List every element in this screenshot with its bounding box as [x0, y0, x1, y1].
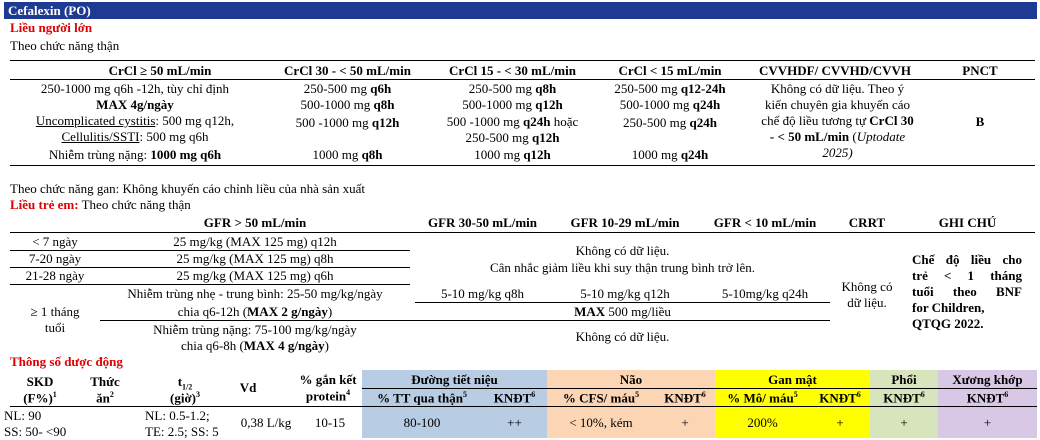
pediatric-heading: Liều trẻ em: Theo chức năng thận: [10, 197, 191, 212]
pk-s-cfs: % CFS/ máu$^5$: [562, 390, 640, 406]
adult-crcl50-severe: Nhiễm trùng nặng: 1000 mg q6h: [48, 147, 222, 162]
divider: [10, 60, 1035, 61]
adult-cvvh-line4: - < 50 mL/min (Uptodate: [769, 129, 906, 144]
ped-dose-row: 25 mg/kg (MAX 125 mg) q8h: [176, 251, 334, 266]
pk-h-food: Thức: [90, 374, 120, 389]
ped-note-line1: Chế độ liều cho: [912, 252, 1022, 267]
ped-mild-gfr10: 5-10 mg/kg q12h: [580, 286, 670, 301]
adult-crcl50-line1: 250-1000 mg q6h -12h, tùy chỉ định: [40, 81, 230, 96]
ped-col-gfr-lt10: GFR < 10 mL/min: [713, 215, 817, 230]
ped-crrt-line2: dữ liệu.: [847, 295, 887, 310]
pk-v-kndt-urinary: ++: [507, 415, 522, 430]
hepatic-note: Theo chức năng gan: Không khuyến cáo chỉnh liều của nhà sản xuất: [10, 181, 366, 196]
ped-note-line2: trẻ < 1 tháng: [912, 268, 1022, 283]
divider: [10, 406, 1037, 407]
pk-v-protein: 10-15: [314, 415, 346, 430]
adult-crcl50-max: MAX 4g/ngày: [96, 97, 174, 112]
neonate-note-line1: Không có dữ liệu.: [575, 243, 670, 258]
pk-v-cfs: < 10%, kém: [569, 415, 633, 430]
pk-v-vd: 0,38 L/kg: [240, 415, 292, 430]
adult-cvvh-line5: 2025): [822, 145, 853, 160]
pk-h-skd-unit: $(F\%)^1$: [23, 390, 57, 406]
pk-v-skd1: NL: 90: [4, 408, 42, 423]
ped-older-age-line1: ≥ 1 tháng: [30, 304, 80, 319]
adult-crcl15-line1: 250-500 mg q8h: [468, 81, 557, 96]
drug-title: Cefalexin (PO): [8, 3, 91, 18]
pk-s-tt: % TT qua thận$^5$: [377, 390, 467, 406]
adult-cvvh-line2: kiến chuyên gia khuyến cáo: [764, 97, 911, 112]
pk-v-lung: +: [900, 415, 908, 430]
pk-s-kndt-bone: KNĐT$^6$: [966, 390, 1009, 406]
ped-note-line3: tuổi theo BNF: [912, 284, 1022, 299]
pk-s-mo: % Mô/ máu$^5$: [727, 390, 798, 406]
adult-col-crcl50: CrCl ≥ 50 mL/min: [108, 63, 212, 78]
ped-older-age-line2: tuổi: [44, 320, 66, 335]
adult-col-crcl15: CrCl 15 - < 30 mL/min: [449, 63, 576, 78]
neonate-note-line2: Cân nhắc giảm liều khi suy thận trung bình trở lên.: [489, 260, 756, 275]
pk-g-brain: Não: [619, 372, 643, 387]
pk-h-t12: $t_{1/2}$: [177, 374, 193, 392]
pk-g-lung: Phổi: [891, 372, 917, 387]
ped-note-line5: QTQG 2022.: [912, 316, 984, 331]
adult-cvvh-line1: Không có dữ liệu. Theo ý: [770, 81, 905, 96]
divider: [10, 232, 1035, 233]
adult-crcl15-severe: 1000 mg q12h: [474, 147, 551, 162]
adult-pnct-value: B: [975, 114, 985, 129]
ped-col-crrt: CRRT: [848, 215, 886, 230]
adult-col-crcl30: CrCl 30 - < 50 mL/min: [284, 63, 411, 78]
ped-mild-line1: Nhiễm trùng nhẹ - trung bình: 25-50 mg/kg/ngày: [127, 286, 383, 301]
pk-s-kndt-brain: KNĐT$^6$: [664, 390, 706, 406]
adult-heading: Liều người lớn: [10, 20, 93, 35]
pk-s-kndt-liver: KNĐT$^6$: [819, 390, 861, 406]
pk-g-urinary: Đường tiết niệu: [411, 372, 498, 387]
divider: [415, 302, 830, 303]
adult-crcl50-cystitis: Uncomplicated cystitis: 500 mg q12h,: [35, 113, 235, 128]
adult-crcl30-severe: 1000 mg q8h: [312, 147, 383, 162]
pk-s-kndt-lung: KNĐT$^6$: [883, 390, 925, 406]
ped-dose-row: 25 mg/kg (MAX 125 mg) q6h: [176, 268, 334, 283]
ped-age-row: 7-20 ngày: [28, 251, 82, 266]
ped-mild-max: MAX 500 mg/liều: [574, 304, 671, 319]
drug-title-bar: [4, 2, 1037, 19]
pk-g-bone: Xương khớp: [952, 372, 1023, 387]
ped-severe-note: Không có dữ liệu.: [575, 329, 670, 344]
pk-s-kndt-urinary: KNĐT$^6$: [493, 390, 536, 406]
adult-crcl-lt15-line1: 250-500 mg q12-24h: [614, 81, 726, 96]
adult-col-crcl-lt15: CrCl < 15 mL/min: [618, 63, 722, 78]
adult-crcl-lt15-line3: 250-500 mg q24h: [623, 115, 717, 130]
pk-h-skd: SKD: [26, 374, 54, 389]
pk-g-liver: Gan mật: [768, 372, 817, 387]
adult-cvvh-line3: chế độ liều tương tự CrCl 30: [761, 113, 914, 128]
pk-h-hours: (giờ)$^3$: [170, 390, 200, 406]
divider: [10, 79, 1035, 80]
ped-severe-line1: Nhiễm trùng nặng: 75-100 mg/kg/ngày: [153, 322, 357, 337]
ped-age-row: < 7 ngày: [32, 234, 78, 249]
divider: [362, 388, 1037, 389]
pk-v-t12-2: TE: 2.5; SS: 5: [145, 424, 219, 439]
ped-col-note: GHI CHÚ: [938, 215, 997, 230]
adult-crcl15-line3: 500 -1000 mg q24h hoặc: [446, 114, 579, 129]
ped-mild-gfr-lt10: 5-10mg/kg q24h: [721, 286, 809, 301]
ped-note-line4: for Children,: [912, 300, 985, 315]
adult-col-cvvh: CVVHDF/ CVVHD/CVVH: [758, 63, 912, 78]
divider: [10, 284, 410, 285]
ped-severe-line2: chia q6-8h (MAX 4 g/ngày): [180, 338, 330, 353]
ped-col-gfr10: GFR 10-29 mL/min: [570, 215, 680, 230]
adult-crcl-lt15-line2: 500-1000 mg q24h: [619, 97, 721, 112]
pk-v-kndt-liver: +: [836, 415, 844, 430]
pk-h-vd: Vd: [239, 380, 257, 395]
pk-v-tt: 80-100: [403, 415, 441, 430]
ped-mild-gfr30: 5-10 mg/kg q8h: [440, 286, 525, 301]
ped-col-gfr30: GFR 30-50 mL/min: [427, 215, 538, 230]
pk-heading: Thông số dược động: [10, 354, 123, 369]
divider: [10, 165, 1035, 166]
pk-v-mo: 200%: [747, 415, 778, 430]
adult-crcl50-cellulitis: Cellulitis/SSTI: 500 mg q6h: [61, 129, 209, 144]
pk-h-protein1: % gắn kết: [299, 372, 357, 387]
adult-crcl30-line3: 500 -1000 mg q12h: [295, 115, 400, 130]
adult-crcl-lt15-severe: 1000 mg q24h: [631, 147, 709, 162]
adult-crcl30-line1: 250-500 mg q6h: [303, 81, 392, 96]
ped-mild-line2: chia q6-12h (MAX 2 g/ngày): [177, 304, 333, 319]
pk-h-food2: $ăn^2$: [96, 390, 114, 406]
ped-col-gfr50: GFR > 50 mL/min: [203, 215, 307, 230]
divider: [100, 320, 830, 321]
ped-crrt-line1: Không có: [841, 279, 893, 294]
pk-h-protein2: protein$^4$: [305, 388, 351, 404]
adult-subheading: Theo chức năng thận: [10, 38, 120, 53]
pk-v-bone: +: [983, 415, 992, 430]
adult-crcl15-line4: 250-500 mg q12h: [465, 130, 560, 145]
adult-crcl30-line2: 500-1000 mg q8h: [300, 97, 395, 112]
pk-v-kndt-brain: +: [681, 415, 689, 430]
pk-v-t12-1: NL: 0.5-1.2;: [145, 408, 210, 423]
pk-v-skd2: SS: 50- <90: [4, 424, 67, 439]
ped-age-row: 21-28 ngày: [25, 268, 85, 283]
adult-crcl15-line2: 500-1000 mg q12h: [462, 97, 563, 112]
ped-dose-row: 25 mg/kg (MAX 125 mg) q12h: [173, 234, 337, 249]
adult-col-pnct: PNCT: [962, 63, 998, 78]
